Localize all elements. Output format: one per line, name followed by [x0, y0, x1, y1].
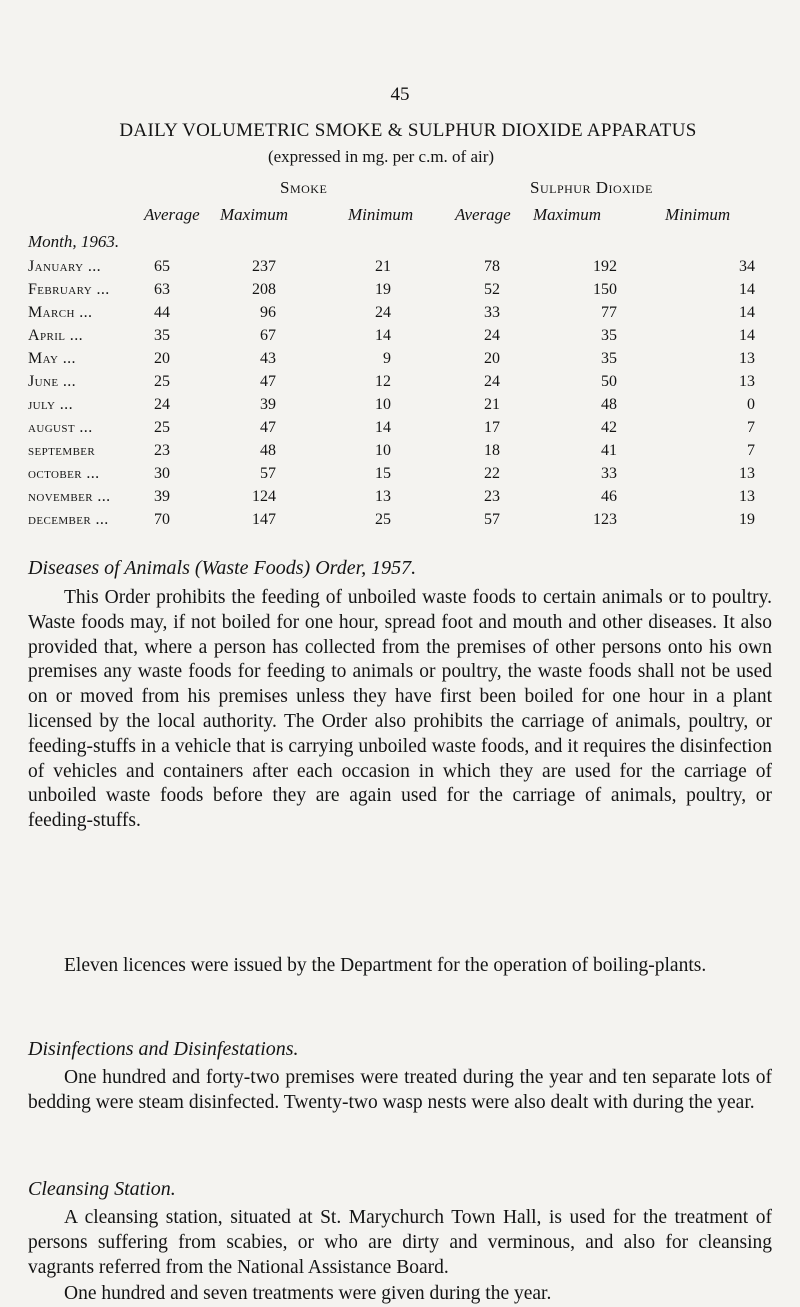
- smoke-maximum: 147: [252, 511, 276, 528]
- table-row: [0, 258, 800, 280]
- smoke-average: 25: [154, 419, 170, 436]
- smoke-minimum: 25: [375, 511, 391, 528]
- smoke-maximum: 96: [260, 304, 276, 321]
- month-label: May ...: [28, 350, 76, 367]
- smoke-minimum: 14: [375, 419, 391, 436]
- so2-minimum: 13: [739, 373, 755, 390]
- section-heading-cleansing-station: Cleansing Station.: [28, 1178, 176, 1200]
- so2-average: 21: [484, 396, 500, 413]
- smoke-maximum: 237: [252, 258, 276, 275]
- so2-maximum: 123: [593, 511, 617, 528]
- smoke-maximum: 43: [260, 350, 276, 367]
- smoke-maximum: 124: [252, 488, 276, 505]
- smoke-average: 24: [154, 396, 170, 413]
- month-label: March ...: [28, 304, 93, 321]
- so2-maximum: 77: [601, 304, 617, 321]
- smoke-minimum: 24: [375, 304, 391, 321]
- so2-minimum: 14: [739, 281, 755, 298]
- smoke-average: 30: [154, 465, 170, 482]
- column-header: Average: [144, 205, 200, 224]
- page-number: 45: [390, 84, 410, 105]
- so2-minimum: 7: [747, 442, 755, 459]
- so2-minimum: 14: [739, 327, 755, 344]
- table-row: [0, 281, 800, 303]
- so2-average: 17: [484, 419, 500, 436]
- so2-average: 23: [484, 488, 500, 505]
- so2-maximum: 33: [601, 465, 617, 482]
- smoke-average: 44: [154, 304, 170, 321]
- so2-average: 20: [484, 350, 500, 367]
- smoke-minimum: 10: [375, 396, 391, 413]
- month-label: April ...: [28, 327, 83, 344]
- so2-maximum: 42: [601, 419, 617, 436]
- smoke-maximum: 208: [252, 281, 276, 298]
- smoke-minimum: 9: [383, 350, 391, 367]
- so2-minimum: 7: [747, 419, 755, 436]
- smoke-average: 70: [154, 511, 170, 528]
- smoke-minimum: 21: [375, 258, 391, 275]
- month-label: august ...: [28, 419, 93, 436]
- table-row: [0, 442, 800, 464]
- smoke-minimum: 15: [375, 465, 391, 482]
- so2-minimum: 13: [739, 488, 755, 505]
- paragraph-waste-foods-order: This Order prohibits the feeding of unboiled waste foods to certain animals or to poultry. Waste foods may, if not boiled for one hour, spread foot and mouth and other diseases. It also provided that, where a person has collected from the premises of other persons onto his own premises any waste foods for feeding to animals or poultry, the waste foods shall not be used on or moved from his premises unless they have first been boiled for one hour in a plant licensed by the local authority. The Order also prohibits the carriage of animals, poultry, or feeding-stuffs in a vehicle that is carrying unboiled waste foods, and it requires the disinfection of vehicles and containers after each occasion in which they are used for the carriage of unboiled waste foods before they are again used for the carriage of animals, poultry, or feeding-stuffs.: [28, 587, 772, 832]
- table-row: [0, 465, 800, 487]
- smoke-average: 20: [154, 350, 170, 367]
- smoke-maximum: 57: [260, 465, 276, 482]
- table-row: [0, 419, 800, 441]
- table-row: [0, 327, 800, 349]
- smoke-minimum: 10: [375, 442, 391, 459]
- so2-minimum: 13: [739, 350, 755, 367]
- so2-maximum: 35: [601, 327, 617, 344]
- smoke-average: 25: [154, 373, 170, 390]
- table-subtitle: (expressed in mg. per c.m. of air): [267, 147, 495, 166]
- month-label: February ...: [28, 281, 110, 298]
- so2-average: 52: [484, 281, 500, 298]
- so2-minimum: 14: [739, 304, 755, 321]
- month-column-heading: Month, 1963.: [28, 232, 120, 251]
- month-label: july ...: [28, 396, 73, 413]
- smoke-maximum: 39: [260, 396, 276, 413]
- smoke-average: 63: [154, 281, 170, 298]
- table-row: [0, 396, 800, 418]
- month-label: June ...: [28, 373, 77, 390]
- so2-minimum: 13: [739, 465, 755, 482]
- so2-average: 78: [484, 258, 500, 275]
- so2-minimum: 0: [747, 396, 755, 413]
- so2-maximum: 41: [601, 442, 617, 459]
- table-row: [0, 350, 800, 372]
- paragraph-treatments: One hundred and seven treatments were given during the year.: [64, 1283, 552, 1304]
- so2-average: 24: [484, 373, 500, 390]
- section-heading-waste-foods: Diseases of Animals (Waste Foods) Order, 1957.: [28, 557, 417, 579]
- so2-average: 33: [484, 304, 500, 321]
- month-label: november ...: [28, 488, 111, 505]
- section-heading-disinfections: Disinfections and Disinfestations.: [28, 1038, 299, 1060]
- so2-maximum: 48: [601, 396, 617, 413]
- column-header: Average: [455, 205, 511, 224]
- so2-maximum: 150: [593, 281, 617, 298]
- group-heading-smoke: Smoke: [280, 178, 328, 197]
- column-header: Minimum: [348, 205, 414, 224]
- smoke-minimum: 14: [375, 327, 391, 344]
- group-heading-sulphur-dioxide: Sulphur Dioxide: [530, 178, 653, 197]
- month-label: september: [28, 442, 96, 459]
- so2-average: 57: [484, 511, 500, 528]
- smoke-minimum: 12: [375, 373, 391, 390]
- so2-maximum: 192: [593, 258, 617, 275]
- paragraph-licences: Eleven licences were issued by the Department for the operation of boiling-plants.: [64, 955, 707, 976]
- so2-average: 24: [484, 327, 500, 344]
- smoke-average: 23: [154, 442, 170, 459]
- table-row: [0, 488, 800, 510]
- paragraph-disinfections: One hundred and forty-two premises were treated during the year and ten separate lots of bedding were steam disinfected. Twenty-two wasp nests were also dealt with during the year.: [28, 1067, 772, 1113]
- so2-maximum: 46: [601, 488, 617, 505]
- so2-average: 22: [484, 465, 500, 482]
- so2-maximum: 50: [601, 373, 617, 390]
- so2-minimum: 19: [739, 511, 755, 528]
- column-header: Minimum: [665, 205, 731, 224]
- smoke-average: 65: [154, 258, 170, 275]
- so2-maximum: 35: [601, 350, 617, 367]
- month-label: January ...: [28, 258, 102, 275]
- smoke-average: 39: [154, 488, 170, 505]
- smoke-average: 35: [154, 327, 170, 344]
- column-header: Maximum: [220, 205, 288, 224]
- smoke-maximum: 47: [260, 373, 276, 390]
- table-row: [0, 304, 800, 326]
- smoke-maximum: 48: [260, 442, 276, 459]
- smoke-maximum: 67: [260, 327, 276, 344]
- table-title: DAILY VOLUMETRIC SMOKE & SULPHUR DIOXIDE APPARATUS: [119, 120, 697, 141]
- month-label: december ...: [28, 511, 109, 528]
- paragraph-cleansing-station: A cleansing station, situated at St. Marychurch Town Hall, is used for the treatment of persons suffering from scabies, or who are dirty and verminous, and also for cleansing vagrants referred from the National Assistance Board.: [28, 1207, 772, 1278]
- table-row: [0, 511, 800, 533]
- so2-minimum: 34: [739, 258, 755, 275]
- so2-average: 18: [484, 442, 500, 459]
- smoke-minimum: 19: [375, 281, 391, 298]
- month-label: october ...: [28, 465, 100, 482]
- smoke-minimum: 13: [375, 488, 391, 505]
- column-header: Maximum: [533, 205, 601, 224]
- smoke-maximum: 47: [260, 419, 276, 436]
- table-row: [0, 373, 800, 395]
